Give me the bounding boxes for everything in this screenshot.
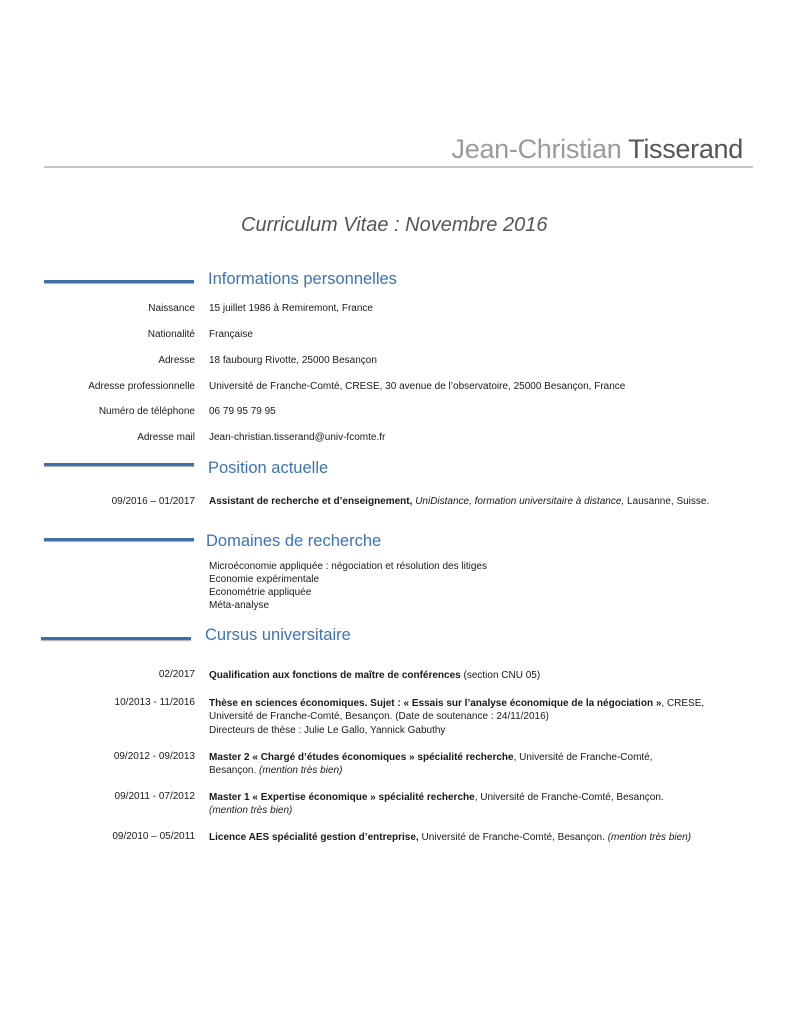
cv-name: [452, 134, 743, 165]
label-email: Adresse mail: [137, 432, 195, 443]
education-degree: Licence AES spécialité gestion d’entreprise,: [209, 832, 419, 843]
education-detail: Université de Franche-Comté, Besançon. (Date de soutenance : 24/11/2016): [209, 711, 550, 723]
education-degree: Qualification aux fonctions de maître de conférences: [209, 670, 461, 681]
section-title-research: Domaines de recherche: [206, 532, 382, 550]
label-birth: Naissance: [148, 303, 195, 314]
education-detail: , Université de Franche-Comté, Besançon.: [474, 792, 664, 803]
education-entry: [209, 791, 664, 818]
first-name: Jean-Christian: [451, 134, 622, 164]
label-phone: Numéro de téléphone: [98, 406, 195, 417]
research-item: Economie expérimentale: [209, 574, 320, 585]
education-degree: Master 2 « Chargé d’études économiques » spécialité recherche: [209, 752, 514, 763]
label-nationality: Nationalité: [147, 329, 195, 340]
education-detail: (section CNU 05): [460, 670, 541, 681]
education-date: 09/2011 - 07/2012: [114, 791, 195, 802]
education-mention: (mention très bien): [209, 805, 293, 817]
value-phone: 06 79 95 79 95: [209, 406, 276, 417]
education-degree: Master 1 « Expertise économique » spécialité recherche: [209, 792, 475, 803]
research-item: Econométrie appliquée: [209, 587, 312, 598]
position-place: Lausanne, Suisse.: [626, 496, 710, 507]
value-email: Jean-christian.tisserand@univ-fcomte.fr: [209, 432, 386, 443]
education-date: 10/2013 - 11/2016: [114, 697, 195, 708]
position-text: [209, 496, 709, 507]
education-mention: (mention très bien): [259, 765, 343, 777]
position-role: Assistant de recherche et d’enseignement,: [209, 496, 413, 507]
value-address: 18 faubourg Rivotte, 25000 Besançon: [209, 355, 377, 366]
education-mention: (mention très bien): [607, 832, 692, 843]
position-date: 09/2016 – 01/2017: [111, 496, 195, 507]
research-item: Méta-analyse: [209, 600, 270, 611]
section-title-position: Position actuelle: [208, 459, 329, 477]
section-title-education: Cursus universitaire: [205, 626, 351, 644]
cv-title: Curriculum Vitae : Novembre 2016: [241, 214, 548, 236]
education-detail: , Université de Franche-Comté,: [513, 752, 653, 763]
education-detail: , CRESE,: [661, 698, 705, 709]
education-entry: [209, 697, 704, 737]
education-entry: [209, 669, 540, 682]
section-rule-position: [44, 463, 194, 466]
education-supervisors: Directeurs de thèse : Julie Le Gallo, Yannick Gabuthy: [209, 724, 446, 736]
education-detail: Besançon.: [209, 765, 257, 777]
value-birth: 15 juillet 1986 à Remiremont, France: [209, 303, 373, 314]
education-entry: [209, 831, 691, 844]
label-address: Adresse: [158, 355, 195, 366]
value-nationality: Française: [209, 329, 253, 340]
section-rule-personal: [44, 280, 194, 283]
education-date: 02/2017: [158, 669, 195, 680]
label-work-address: Adresse professionnelle: [88, 381, 195, 392]
education-entry: [209, 751, 653, 778]
research-list: [209, 560, 487, 612]
section-title-personal: Informations personnelles: [208, 270, 397, 288]
last-name: Tisserand: [628, 134, 743, 164]
position-org: UniDistance, formation universitaire à distance,: [415, 496, 625, 507]
education-degree: Thèse en sciences économiques. Sujet : « Essais sur l’analyse économique de la négociation »: [209, 698, 662, 709]
education-date: 09/2010 – 05/2011: [112, 831, 195, 842]
education-date: 09/2012 - 09/2013: [113, 751, 195, 762]
section-rule-research: [44, 538, 194, 541]
research-item: Microéconomie appliquée : négociation et résolution des litiges: [209, 561, 487, 572]
name-divider: [44, 166, 753, 168]
education-detail: Université de Franche-Comté, Besançon.: [418, 832, 608, 843]
value-work-address: Université de Franche-Comté, CRESE, 30 avenue de l’observatoire, 25000 Besançon, France: [209, 381, 626, 392]
section-rule-education: [41, 637, 191, 640]
